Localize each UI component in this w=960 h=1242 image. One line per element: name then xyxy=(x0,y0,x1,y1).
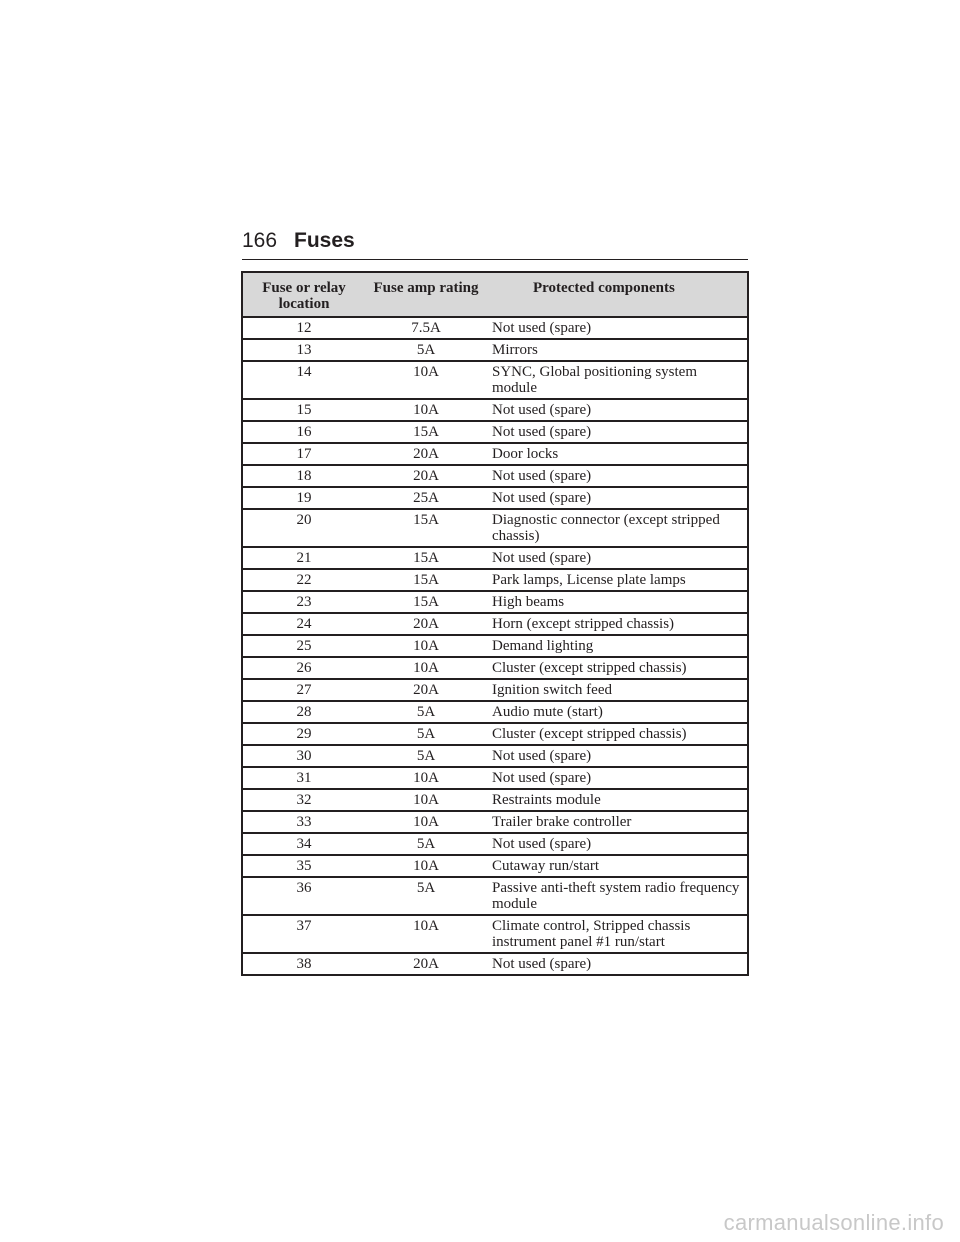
table-row xyxy=(242,487,748,509)
table-row xyxy=(242,833,748,855)
fuse-location-cell: 15 xyxy=(242,399,365,421)
fuse-rating-cell: 5A xyxy=(365,339,487,361)
fuse-location-cell: 35 xyxy=(242,855,365,877)
table-row xyxy=(242,465,748,487)
protected-components-cell: Climate control, Stripped chassis instrument panel #1 run/start xyxy=(487,915,748,953)
protected-components-cell: Not used (spare) xyxy=(487,767,748,789)
fuse-location-cell: 37 xyxy=(242,915,365,953)
fuse-table xyxy=(241,271,749,976)
fuse-location-cell: 24 xyxy=(242,613,365,635)
fuse-location-cell: 26 xyxy=(242,657,365,679)
fuse-rating-cell: 15A xyxy=(365,421,487,443)
fuse-location-cell: 18 xyxy=(242,465,365,487)
fuse-rating-cell: 20A xyxy=(365,953,487,975)
protected-components-cell: Mirrors xyxy=(487,339,748,361)
fuse-location-cell: 16 xyxy=(242,421,365,443)
watermark: carmanualsonline.info xyxy=(723,1210,944,1235)
fuse-location-cell: 12 xyxy=(242,317,365,339)
fuse-table-body xyxy=(242,317,748,975)
fuse-rating-cell: 10A xyxy=(365,811,487,833)
protected-components-cell: Cluster (except stripped chassis) xyxy=(487,657,748,679)
protected-components-cell: Not used (spare) xyxy=(487,317,748,339)
page-header xyxy=(242,228,748,260)
fuse-rating-cell: 15A xyxy=(365,509,487,547)
fuse-rating-cell: 5A xyxy=(365,701,487,723)
protected-components-cell: Cutaway run/start xyxy=(487,855,748,877)
table-row xyxy=(242,811,748,833)
protected-components-cell: Not used (spare) xyxy=(487,833,748,855)
protected-components-cell: Diagnostic connector (except stripped chassis) xyxy=(487,509,748,547)
table-row xyxy=(242,339,748,361)
table-row xyxy=(242,547,748,569)
column-header-location: Fuse or relay location xyxy=(242,272,365,317)
fuse-location-cell: 33 xyxy=(242,811,365,833)
table-row xyxy=(242,399,748,421)
table-row xyxy=(242,679,748,701)
fuse-rating-cell: 15A xyxy=(365,547,487,569)
fuse-location-cell: 36 xyxy=(242,877,365,915)
fuse-rating-cell: 15A xyxy=(365,569,487,591)
table-row xyxy=(242,361,748,399)
fuse-location-cell: 20 xyxy=(242,509,365,547)
fuse-rating-cell: 10A xyxy=(365,767,487,789)
fuse-rating-cell: 10A xyxy=(365,855,487,877)
fuse-rating-cell: 20A xyxy=(365,679,487,701)
table-row xyxy=(242,701,748,723)
fuse-location-cell: 38 xyxy=(242,953,365,975)
fuse-rating-cell: 20A xyxy=(365,465,487,487)
protected-components-cell: Not used (spare) xyxy=(487,547,748,569)
protected-components-cell: SYNC, Global positioning system module xyxy=(487,361,748,399)
table-row xyxy=(242,767,748,789)
protected-components-cell: High beams xyxy=(487,591,748,613)
table-row xyxy=(242,443,748,465)
fuse-rating-cell: 10A xyxy=(365,657,487,679)
protected-components-cell: Not used (spare) xyxy=(487,399,748,421)
fuse-location-cell: 29 xyxy=(242,723,365,745)
table-row xyxy=(242,745,748,767)
page-number: 166 xyxy=(242,229,278,252)
column-header-components: Protected components xyxy=(487,272,748,317)
protected-components-cell: Passive anti-theft system radio frequency module xyxy=(487,877,748,915)
table-row xyxy=(242,509,748,547)
fuse-location-cell: 32 xyxy=(242,789,365,811)
table-row xyxy=(242,877,748,915)
fuse-rating-cell: 10A xyxy=(365,361,487,399)
table-row xyxy=(242,613,748,635)
protected-components-cell: Trailer brake controller xyxy=(487,811,748,833)
fuse-location-cell: 17 xyxy=(242,443,365,465)
table-row xyxy=(242,421,748,443)
protected-components-cell: Not used (spare) xyxy=(487,421,748,443)
table-row xyxy=(242,317,748,339)
fuse-rating-cell: 7.5A xyxy=(365,317,487,339)
fuse-location-cell: 22 xyxy=(242,569,365,591)
protected-components-cell: Restraints module xyxy=(487,789,748,811)
table-row xyxy=(242,569,748,591)
fuse-location-cell: 31 xyxy=(242,767,365,789)
protected-components-cell: Horn (except stripped chassis) xyxy=(487,613,748,635)
protected-components-cell: Demand lighting xyxy=(487,635,748,657)
table-row xyxy=(242,953,748,975)
fuse-location-cell: 27 xyxy=(242,679,365,701)
fuse-rating-cell: 15A xyxy=(365,591,487,613)
table-row xyxy=(242,657,748,679)
table-row xyxy=(242,915,748,953)
section-title: Fuses xyxy=(294,229,355,252)
fuse-rating-cell: 10A xyxy=(365,399,487,421)
fuse-location-cell: 28 xyxy=(242,701,365,723)
fuse-rating-cell: 25A xyxy=(365,487,487,509)
fuse-rating-cell: 5A xyxy=(365,723,487,745)
fuse-location-cell: 14 xyxy=(242,361,365,399)
protected-components-cell: Door locks xyxy=(487,443,748,465)
protected-components-cell: Cluster (except stripped chassis) xyxy=(487,723,748,745)
table-row xyxy=(242,789,748,811)
fuse-rating-cell: 20A xyxy=(365,443,487,465)
fuse-rating-cell: 5A xyxy=(365,745,487,767)
fuse-rating-cell: 10A xyxy=(365,915,487,953)
fuse-location-cell: 13 xyxy=(242,339,365,361)
table-row xyxy=(242,635,748,657)
fuse-location-cell: 19 xyxy=(242,487,365,509)
table-row xyxy=(242,591,748,613)
protected-components-cell: Not used (spare) xyxy=(487,953,748,975)
column-header-rating: Fuse amp rating xyxy=(365,272,487,317)
protected-components-cell: Not used (spare) xyxy=(487,745,748,767)
protected-components-cell: Not used (spare) xyxy=(487,487,748,509)
protected-components-cell: Not used (spare) xyxy=(487,465,748,487)
fuse-rating-cell: 20A xyxy=(365,613,487,635)
table-row xyxy=(242,723,748,745)
fuse-location-cell: 30 xyxy=(242,745,365,767)
protected-components-cell: Ignition switch feed xyxy=(487,679,748,701)
table-header-row xyxy=(242,272,748,317)
table-row xyxy=(242,855,748,877)
fuse-location-cell: 23 xyxy=(242,591,365,613)
fuse-location-cell: 34 xyxy=(242,833,365,855)
fuse-location-cell: 21 xyxy=(242,547,365,569)
fuse-rating-cell: 5A xyxy=(365,833,487,855)
fuse-location-cell: 25 xyxy=(242,635,365,657)
fuse-rating-cell: 10A xyxy=(365,789,487,811)
protected-components-cell: Audio mute (start) xyxy=(487,701,748,723)
fuse-rating-cell: 5A xyxy=(365,877,487,915)
fuse-rating-cell: 10A xyxy=(365,635,487,657)
protected-components-cell: Park lamps, License plate lamps xyxy=(487,569,748,591)
